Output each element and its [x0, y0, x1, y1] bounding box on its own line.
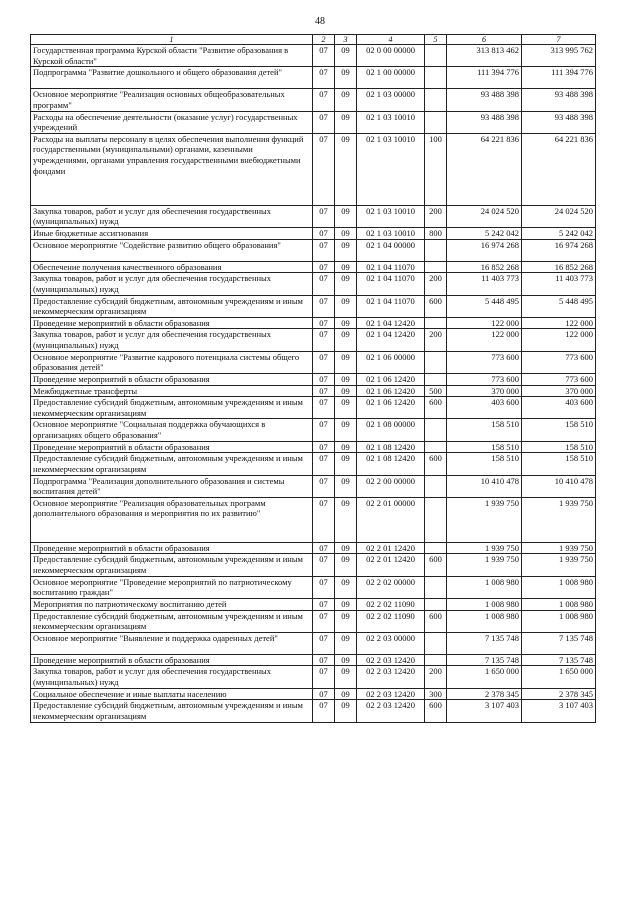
expense-type-code — [425, 89, 447, 111]
expense-type-code — [425, 373, 447, 385]
target-article-code: 02 2 03 12420 — [357, 700, 425, 722]
subsection-code: 09 — [335, 700, 357, 722]
table-row — [31, 385, 596, 397]
amount-year1: 158 510 — [447, 441, 522, 453]
target-article-code: 02 2 02 00000 — [357, 576, 425, 598]
amount-year2: 10 410 478 — [522, 475, 596, 497]
amount-year1: 1 008 980 — [447, 610, 522, 632]
amount-year1: 1 939 750 — [447, 554, 522, 576]
table-row — [31, 261, 596, 273]
expense-type-code: 600 — [425, 610, 447, 632]
amount-year2: 158 510 — [522, 441, 596, 453]
target-article-code: 02 1 03 10010 — [357, 228, 425, 240]
amount-year1: 370 000 — [447, 385, 522, 397]
row-name: Предоставление субсидий бюджетным, автономным учреждениям и иным некоммерческим организациям — [31, 610, 313, 632]
amount-year1: 773 600 — [447, 373, 522, 385]
row-name: Предоставление субсидий бюджетным, автономным учреждениям и иным некоммерческим организациям — [31, 295, 313, 317]
subsection-code: 09 — [335, 317, 357, 329]
expense-type-code: 500 — [425, 385, 447, 397]
row-name: Закупка товаров, работ и услуг для обеспечения государственных (муниципальных) нужд — [31, 666, 313, 688]
amount-year1: 313 813 462 — [447, 45, 522, 67]
subsection-code: 09 — [335, 385, 357, 397]
table-body — [31, 45, 596, 723]
expense-type-code: 600 — [425, 453, 447, 475]
expense-type-code: 600 — [425, 397, 447, 419]
table-row — [31, 632, 596, 654]
section-code: 07 — [313, 261, 335, 273]
target-article-code: 02 2 03 12420 — [357, 688, 425, 700]
amount-year2: 1 650 000 — [522, 666, 596, 688]
row-name: Расходы на выплаты персоналу в целях обеспечения выполнения функций государственными (муниципальными) органами, казенными учреждениями, органами управления государственными внебюджетными фондами — [31, 133, 313, 205]
target-article-code: 02 1 03 10010 — [357, 111, 425, 133]
section-code: 07 — [313, 111, 335, 133]
subsection-code: 09 — [335, 576, 357, 598]
target-article-code: 02 1 08 12420 — [357, 441, 425, 453]
budget-table — [30, 34, 596, 723]
target-article-code: 02 0 00 00000 — [357, 45, 425, 67]
target-article-code: 02 1 04 12420 — [357, 317, 425, 329]
section-code: 07 — [313, 632, 335, 654]
expense-type-code — [425, 239, 447, 261]
expense-type-code — [425, 542, 447, 554]
table-row — [31, 89, 596, 111]
amount-year1: 24 024 520 — [447, 205, 522, 227]
target-article-code: 02 2 03 12420 — [357, 654, 425, 666]
table-row — [31, 397, 596, 419]
amount-year2: 122 000 — [522, 329, 596, 351]
row-name: Основное мероприятие "Проведение мероприятий по патриотическому воспитанию граждан" — [31, 576, 313, 598]
amount-year2: 16 852 268 — [522, 261, 596, 273]
amount-year1: 111 394 776 — [447, 67, 522, 89]
section-code: 07 — [313, 67, 335, 89]
row-name: Проведение мероприятий в области образования — [31, 441, 313, 453]
subsection-code: 09 — [335, 351, 357, 373]
target-article-code: 02 2 01 12420 — [357, 542, 425, 554]
target-article-code: 02 2 01 00000 — [357, 497, 425, 542]
target-article-code: 02 2 02 11090 — [357, 610, 425, 632]
table-row — [31, 295, 596, 317]
table-row — [31, 67, 596, 89]
amount-year1: 773 600 — [447, 351, 522, 373]
target-article-code: 02 1 04 11070 — [357, 295, 425, 317]
subsection-code: 09 — [335, 133, 357, 205]
table-row — [31, 133, 596, 205]
section-code: 07 — [313, 273, 335, 295]
column-number-row — [31, 35, 596, 45]
subsection-code: 09 — [335, 542, 357, 554]
expense-type-code — [425, 475, 447, 497]
amount-year2: 122 000 — [522, 317, 596, 329]
section-code: 07 — [313, 351, 335, 373]
expense-type-code — [425, 441, 447, 453]
subsection-code: 09 — [335, 295, 357, 317]
row-name: Проведение мероприятий в области образования — [31, 317, 313, 329]
amount-year2: 7 135 748 — [522, 632, 596, 654]
amount-year2: 5 448 495 — [522, 295, 596, 317]
table-row — [31, 317, 596, 329]
section-code: 07 — [313, 688, 335, 700]
amount-year2: 11 403 773 — [522, 273, 596, 295]
table-row — [31, 576, 596, 598]
amount-year1: 1 008 980 — [447, 576, 522, 598]
section-code: 07 — [313, 295, 335, 317]
expense-type-code — [425, 497, 447, 542]
amount-year1: 1 650 000 — [447, 666, 522, 688]
table-row — [31, 666, 596, 688]
section-code: 07 — [313, 598, 335, 610]
expense-type-code: 100 — [425, 133, 447, 205]
subsection-code: 09 — [335, 419, 357, 441]
subsection-code: 09 — [335, 497, 357, 542]
subsection-code: 09 — [335, 397, 357, 419]
expense-type-code: 600 — [425, 295, 447, 317]
table-row — [31, 373, 596, 385]
amount-year1: 5 242 042 — [447, 228, 522, 240]
expense-type-code — [425, 351, 447, 373]
expense-type-code — [425, 598, 447, 610]
amount-year2: 93 488 398 — [522, 111, 596, 133]
expense-type-code — [425, 654, 447, 666]
amount-year2: 16 974 268 — [522, 239, 596, 261]
target-article-code: 02 1 04 12420 — [357, 329, 425, 351]
section-code: 07 — [313, 385, 335, 397]
column-number: 1 — [31, 35, 313, 45]
amount-year1: 7 135 748 — [447, 632, 522, 654]
row-name: Основное мероприятие "Развитие кадрового потенциала системы общего образования детей" — [31, 351, 313, 373]
row-name: Закупка товаров, работ и услуг для обеспечения государственных (муниципальных) нужд — [31, 205, 313, 227]
amount-year2: 24 024 520 — [522, 205, 596, 227]
row-name: Социальное обеспечение и иные выплаты населению — [31, 688, 313, 700]
expense-type-code: 300 — [425, 688, 447, 700]
amount-year2: 5 242 042 — [522, 228, 596, 240]
amount-year2: 158 510 — [522, 419, 596, 441]
section-code: 07 — [313, 497, 335, 542]
amount-year1: 1 939 750 — [447, 542, 522, 554]
amount-year2: 158 510 — [522, 453, 596, 475]
amount-year1: 158 510 — [447, 453, 522, 475]
row-name: Подпрограмма "Реализация дополнительного образования и системы воспитания детей" — [31, 475, 313, 497]
section-code: 07 — [313, 554, 335, 576]
amount-year2: 93 488 398 — [522, 89, 596, 111]
subsection-code: 09 — [335, 239, 357, 261]
amount-year1: 93 488 398 — [447, 89, 522, 111]
amount-year1: 11 403 773 — [447, 273, 522, 295]
target-article-code: 02 1 04 11070 — [357, 273, 425, 295]
subsection-code: 09 — [335, 329, 357, 351]
expense-type-code: 600 — [425, 554, 447, 576]
target-article-code: 02 2 03 12420 — [357, 666, 425, 688]
row-name: Закупка товаров, работ и услуг для обеспечения государственных (муниципальных) нужд — [31, 273, 313, 295]
amount-year1: 64 221 836 — [447, 133, 522, 205]
expense-type-code: 200 — [425, 666, 447, 688]
expense-type-code — [425, 317, 447, 329]
section-code: 07 — [313, 317, 335, 329]
amount-year1: 16 852 268 — [447, 261, 522, 273]
column-number: 2 — [313, 35, 335, 45]
row-name: Предоставление субсидий бюджетным, автономным учреждениям и иным некоммерческим организациям — [31, 554, 313, 576]
amount-year2: 2 378 345 — [522, 688, 596, 700]
amount-year1: 1 939 750 — [447, 497, 522, 542]
target-article-code: 02 1 06 12420 — [357, 397, 425, 419]
section-code: 07 — [313, 397, 335, 419]
amount-year2: 1 939 750 — [522, 497, 596, 542]
subsection-code: 09 — [335, 666, 357, 688]
expense-type-code — [425, 261, 447, 273]
amount-year2: 1 008 980 — [522, 598, 596, 610]
subsection-code: 09 — [335, 654, 357, 666]
table-row — [31, 441, 596, 453]
subsection-code: 09 — [335, 632, 357, 654]
table-row — [31, 239, 596, 261]
section-code: 07 — [313, 441, 335, 453]
expense-type-code — [425, 576, 447, 598]
target-article-code: 02 2 02 11090 — [357, 598, 425, 610]
table-row — [31, 688, 596, 700]
amount-year1: 93 488 398 — [447, 111, 522, 133]
section-code: 07 — [313, 666, 335, 688]
section-code: 07 — [313, 475, 335, 497]
subsection-code: 09 — [335, 261, 357, 273]
section-code: 07 — [313, 576, 335, 598]
amount-year2: 64 221 836 — [522, 133, 596, 205]
amount-year2: 1 008 980 — [522, 576, 596, 598]
amount-year1: 122 000 — [447, 329, 522, 351]
column-number: 7 — [522, 35, 596, 45]
amount-year2: 403 600 — [522, 397, 596, 419]
section-code: 07 — [313, 419, 335, 441]
row-name: Проведение мероприятий в области образования — [31, 654, 313, 666]
expense-type-code — [425, 111, 447, 133]
row-name: Обеспечение получения качественного образования — [31, 261, 313, 273]
table-row — [31, 205, 596, 227]
amount-year1: 3 107 403 — [447, 700, 522, 722]
subsection-code: 09 — [335, 598, 357, 610]
section-code: 07 — [313, 654, 335, 666]
expense-type-code: 200 — [425, 205, 447, 227]
table-row — [31, 598, 596, 610]
amount-year1: 1 008 980 — [447, 598, 522, 610]
target-article-code: 02 1 06 12420 — [357, 385, 425, 397]
target-article-code: 02 1 03 00000 — [357, 89, 425, 111]
expense-type-code: 600 — [425, 700, 447, 722]
section-code: 07 — [313, 228, 335, 240]
section-code: 07 — [313, 329, 335, 351]
column-number: 4 — [357, 35, 425, 45]
table-row — [31, 45, 596, 67]
section-code: 07 — [313, 89, 335, 111]
section-code: 07 — [313, 45, 335, 67]
subsection-code: 09 — [335, 67, 357, 89]
table-row — [31, 542, 596, 554]
target-article-code: 02 1 03 10010 — [357, 205, 425, 227]
subsection-code: 09 — [335, 453, 357, 475]
row-name: Предоставление субсидий бюджетным, автономным учреждениям и иным некоммерческим организациям — [31, 453, 313, 475]
section-code: 07 — [313, 610, 335, 632]
table-row — [31, 554, 596, 576]
row-name: Основное мероприятие "Выявление и поддержка одаренных детей" — [31, 632, 313, 654]
subsection-code: 09 — [335, 441, 357, 453]
target-article-code: 02 1 08 00000 — [357, 419, 425, 441]
subsection-code: 09 — [335, 111, 357, 133]
table-row — [31, 700, 596, 722]
subsection-code: 09 — [335, 373, 357, 385]
amount-year1: 16 974 268 — [447, 239, 522, 261]
expense-type-code — [425, 419, 447, 441]
amount-year1: 122 000 — [447, 317, 522, 329]
table-row — [31, 228, 596, 240]
expense-type-code — [425, 67, 447, 89]
amount-year2: 313 995 762 — [522, 45, 596, 67]
row-name: Проведение мероприятий в области образования — [31, 373, 313, 385]
target-article-code: 02 1 04 00000 — [357, 239, 425, 261]
row-name: Основное мероприятие "Реализация образовательных программ дополнительного образования и мероприятия по их развитию" — [31, 497, 313, 542]
table-row — [31, 610, 596, 632]
row-name: Предоставление субсидий бюджетным, автономным учреждениям и иным некоммерческим организациям — [31, 700, 313, 722]
amount-year2: 1 939 750 — [522, 542, 596, 554]
row-name: Предоставление субсидий бюджетным, автономным учреждениям и иным некоммерческим организациям — [31, 397, 313, 419]
amount-year2: 370 000 — [522, 385, 596, 397]
subsection-code: 09 — [335, 554, 357, 576]
row-name: Проведение мероприятий в области образования — [31, 542, 313, 554]
section-code: 07 — [313, 373, 335, 385]
row-name: Подпрограмма "Развитие дошкольного и общего образования детей" — [31, 67, 313, 89]
section-code: 07 — [313, 205, 335, 227]
row-name: Расходы на обеспечение деятельности (оказание услуг) государственных учреждений — [31, 111, 313, 133]
target-article-code: 02 1 06 12420 — [357, 373, 425, 385]
subsection-code: 09 — [335, 610, 357, 632]
section-code: 07 — [313, 542, 335, 554]
subsection-code: 09 — [335, 205, 357, 227]
section-code: 07 — [313, 700, 335, 722]
expense-type-code: 200 — [425, 273, 447, 295]
section-code: 07 — [313, 239, 335, 261]
amount-year1: 7 135 748 — [447, 654, 522, 666]
amount-year2: 111 394 776 — [522, 67, 596, 89]
expense-type-code: 800 — [425, 228, 447, 240]
amount-year1: 5 448 495 — [447, 295, 522, 317]
column-number: 5 — [425, 35, 447, 45]
table-row — [31, 497, 596, 542]
target-article-code: 02 1 06 00000 — [357, 351, 425, 373]
table-row — [31, 111, 596, 133]
row-name: Закупка товаров, работ и услуг для обеспечения государственных (муниципальных) нужд — [31, 329, 313, 351]
subsection-code: 09 — [335, 45, 357, 67]
subsection-code: 09 — [335, 475, 357, 497]
target-article-code: 02 2 00 00000 — [357, 475, 425, 497]
table-row — [31, 273, 596, 295]
subsection-code: 09 — [335, 228, 357, 240]
row-name: Основное мероприятие "Содействие развитию общего образования" — [31, 239, 313, 261]
amount-year1: 158 510 — [447, 419, 522, 441]
row-name: Иные бюджетные ассигнования — [31, 228, 313, 240]
amount-year2: 1 939 750 — [522, 554, 596, 576]
row-name: Государственная программа Курской области "Развитие образования в Курской области" — [31, 45, 313, 67]
expense-type-code: 200 — [425, 329, 447, 351]
amount-year2: 1 008 980 — [522, 610, 596, 632]
column-number: 6 — [447, 35, 522, 45]
table-row — [31, 453, 596, 475]
target-article-code: 02 1 00 00000 — [357, 67, 425, 89]
row-name: Мероприятия по патриотическому воспитанию детей — [31, 598, 313, 610]
subsection-code: 09 — [335, 688, 357, 700]
target-article-code: 02 1 04 11070 — [357, 261, 425, 273]
amount-year1: 10 410 478 — [447, 475, 522, 497]
target-article-code: 02 1 03 10010 — [357, 133, 425, 205]
table-row — [31, 419, 596, 441]
amount-year2: 7 135 748 — [522, 654, 596, 666]
amount-year2: 773 600 — [522, 351, 596, 373]
amount-year2: 773 600 — [522, 373, 596, 385]
section-code: 07 — [313, 133, 335, 205]
row-name: Межбюджетные трансферты — [31, 385, 313, 397]
amount-year2: 3 107 403 — [522, 700, 596, 722]
amount-year1: 2 378 345 — [447, 688, 522, 700]
table-row — [31, 329, 596, 351]
subsection-code: 09 — [335, 273, 357, 295]
amount-year1: 403 600 — [447, 397, 522, 419]
page-number: 48 — [315, 16, 325, 27]
row-name: Основное мероприятие "Реализация основных общеобразовательных программ" — [31, 89, 313, 111]
subsection-code: 09 — [335, 89, 357, 111]
table-row — [31, 475, 596, 497]
row-name: Основное мероприятие "Социальная поддержка обучающихся в организациях общего образования" — [31, 419, 313, 441]
target-article-code: 02 2 01 12420 — [357, 554, 425, 576]
target-article-code: 02 2 03 00000 — [357, 632, 425, 654]
column-number: 3 — [335, 35, 357, 45]
table-row — [31, 654, 596, 666]
target-article-code: 02 1 08 12420 — [357, 453, 425, 475]
section-code: 07 — [313, 453, 335, 475]
expense-type-code — [425, 45, 447, 67]
expense-type-code — [425, 632, 447, 654]
table-row — [31, 351, 596, 373]
